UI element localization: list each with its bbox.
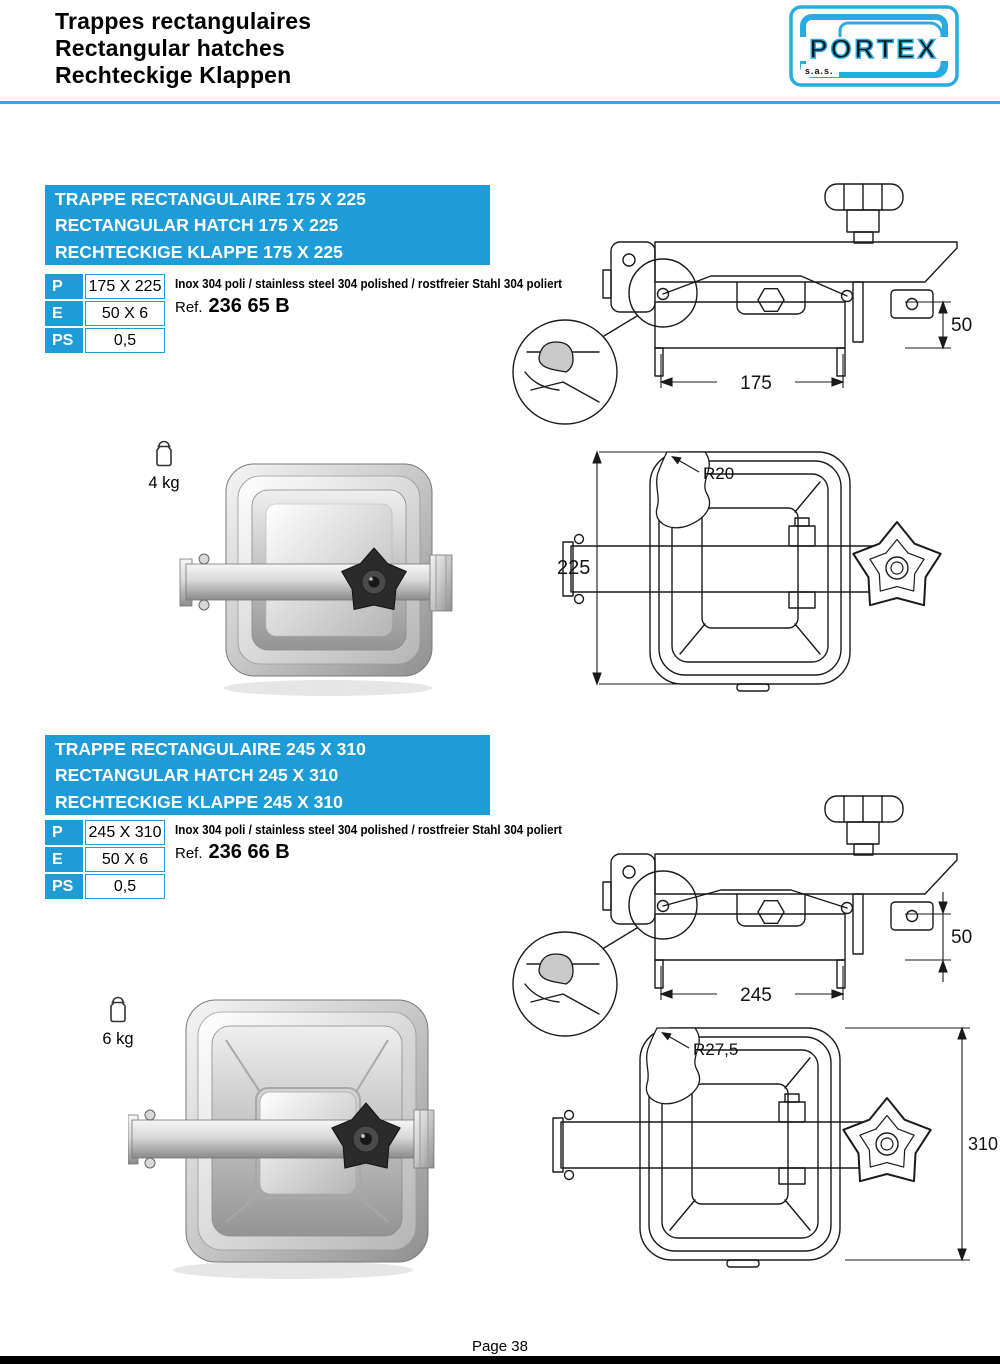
weight-value: 6 kg — [102, 1030, 134, 1048]
radius-label: R27,5 — [693, 1040, 739, 1059]
section2-description — [175, 823, 563, 864]
dimension-label-height: 50 — [951, 315, 973, 336]
spec-row-ps — [45, 328, 169, 353]
logo-wordmark: PORTEX — [809, 34, 939, 64]
material-text: Inox 304 poli / stainless steel 304 polished / rostfreier Stahl 304 poliert — [175, 823, 563, 837]
section1-header-en: RECTANGULAR HATCH 175 X 225 — [55, 215, 339, 236]
weight-icon — [151, 437, 177, 468]
front-view-drawing-245 — [545, 998, 1000, 1288]
ref-number: 236 66 B — [208, 841, 290, 863]
clamp-knob-graphic — [825, 796, 903, 822]
clamp-knob-graphic — [825, 184, 903, 210]
ref-number: 236 65 B — [208, 295, 290, 317]
section1-description — [175, 277, 563, 318]
spec-label-e: E — [45, 301, 83, 326]
page-title — [55, 8, 311, 89]
section2-header-fr: TRAPPE RECTANGULAIRE 245 X 310 — [55, 739, 366, 759]
spec-label-p: P — [45, 820, 83, 845]
section2-header-de: RECHTECKIGE KLAPPE 245 X 310 — [55, 791, 343, 812]
spec-row-e — [45, 847, 169, 872]
spec-row-ps — [45, 874, 169, 899]
spec-row-p — [45, 274, 169, 299]
spec-value-ps: 0,5 — [85, 328, 165, 353]
page-title-fr: Trappes rectangulaires — [55, 8, 312, 34]
dimension-label-front-height: 225 — [557, 557, 591, 579]
ref-label: Ref. — [175, 845, 203, 862]
section2-header-en: RECTANGULAR HATCH 245 X 310 — [55, 765, 339, 786]
spec-label-ps: PS — [45, 874, 83, 899]
leaf-spring-graphic — [663, 276, 847, 296]
spec-label-p: P — [45, 274, 83, 299]
spec-row-p — [45, 820, 169, 845]
spec-value-ps: 0,5 — [85, 874, 165, 899]
section2-header — [45, 735, 490, 815]
leaf-spring-graphic — [663, 890, 847, 908]
material-text: Inox 304 poli / stainless steel 304 polished / rostfreier Stahl 304 poliert — [175, 277, 563, 291]
section1-spec-table — [45, 274, 169, 355]
product-photo-175x225 — [178, 452, 456, 702]
section1-header-fr: TRAPPE RECTANGULAIRE 175 X 225 — [55, 189, 366, 209]
portex-logo — [788, 4, 960, 94]
header-rule — [0, 101, 1000, 104]
ref-line — [175, 841, 505, 864]
spec-value-p: 245 X 310 — [85, 820, 165, 845]
photo-shadow — [223, 680, 433, 696]
bottom-bar — [0, 1356, 1000, 1364]
product-photo-245x310 — [128, 992, 436, 1284]
section1-header-de: RECHTECKIGE KLAPPE 175 X 225 — [55, 241, 343, 262]
dimension-label-width: 245 — [740, 985, 772, 1006]
spec-value-e: 50 X 6 — [85, 301, 165, 326]
front-view-drawing-175 — [555, 422, 1000, 707]
dimension-label-width: 175 — [740, 373, 772, 394]
spec-value-p: 175 X 225 — [85, 274, 165, 299]
page-number: Page 38 — [472, 1338, 528, 1355]
spec-label-ps: PS — [45, 328, 83, 353]
side-view-drawing-175 — [505, 176, 995, 426]
ref-label: Ref. — [175, 299, 203, 316]
page-title-de: Rechteckige Klappen — [55, 62, 292, 88]
section2-spec-table — [45, 820, 169, 901]
spec-value-e: 50 X 6 — [85, 847, 165, 872]
radius-label: R20 — [703, 464, 735, 483]
section1-header — [45, 185, 490, 265]
page-title-en: Rectangular hatches — [55, 35, 286, 61]
spec-label-e: E — [45, 847, 83, 872]
dimension-label-front-height: 310 — [968, 1134, 999, 1154]
ref-line — [175, 295, 505, 318]
weight-value: 4 kg — [148, 474, 180, 492]
spec-row-e — [45, 301, 169, 326]
photo-shadow — [173, 1261, 413, 1279]
logo-suffix: s.a.s. — [805, 66, 834, 76]
dimension-label-height: 50 — [951, 927, 973, 948]
